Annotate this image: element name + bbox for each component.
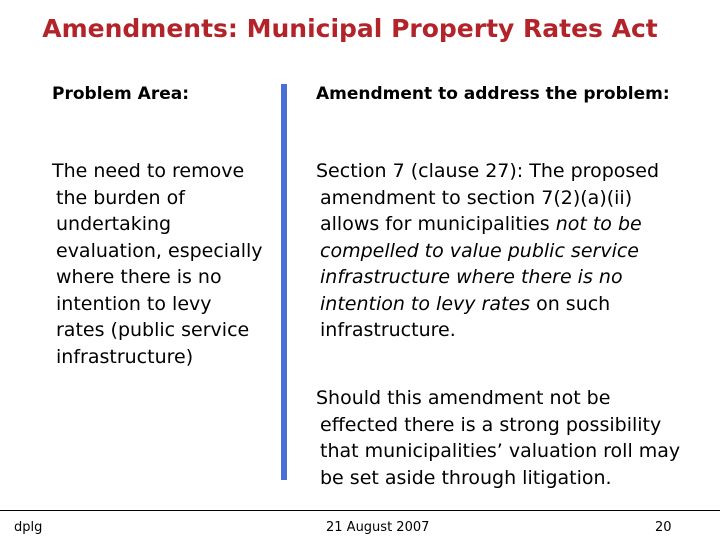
consequence-line: Should this amendment not be — [316, 387, 611, 409]
problem-line: where there is no — [56, 266, 222, 288]
amendment-line — [316, 291, 696, 318]
amendment-text: on such — [530, 292, 611, 315]
problem-line: infrastructure) — [56, 345, 194, 368]
amendment-heading: Amendment to address the problem: — [316, 84, 670, 104]
footer-date: 21 August 2007 — [326, 520, 430, 535]
column-divider — [281, 84, 287, 480]
consequence-line: be set aside through litigation. — [320, 466, 612, 489]
amendment-line: amendment to section 7(2)(a)(ii) — [320, 186, 633, 209]
amendment-line — [316, 211, 696, 238]
problem-area-heading: Problem Area: — [52, 84, 190, 104]
problem-line: undertaking — [56, 213, 172, 235]
consequence-line: effected there is a strong possibility — [320, 413, 662, 436]
amendment-emphasis: not to be — [555, 213, 642, 235]
problem-line: The need to remove — [52, 160, 245, 182]
amendment-emphasis: infrastructure where there is no — [320, 266, 623, 288]
amendment-line: Section 7 (clause 27): The proposed — [316, 160, 660, 182]
footer-divider — [0, 510, 720, 511]
amendment-line — [316, 238, 696, 265]
footer-org: dplg — [14, 520, 43, 535]
problem-line: rates (public service — [56, 319, 250, 341]
slide-title: Amendments: Municipal Property Rates Act — [42, 14, 658, 43]
amendment-emphasis: intention to levy rates — [320, 292, 531, 315]
amendment-text: allows for municipalities — [320, 213, 556, 235]
amendment-line: infrastructure. — [320, 319, 456, 341]
problem-line: intention to levy — [56, 292, 212, 315]
amendment-line — [316, 264, 696, 291]
amendment-description — [316, 158, 696, 344]
problem-description — [52, 158, 270, 370]
consequence-line: that municipalities’ valuation roll may — [320, 440, 681, 462]
amendment-emphasis: compelled to value public service — [320, 239, 639, 262]
problem-line: evaluation, especially — [56, 239, 263, 262]
problem-line: the burden of — [56, 186, 185, 209]
consequence-description — [316, 385, 696, 491]
page-number: 20 — [655, 520, 672, 535]
